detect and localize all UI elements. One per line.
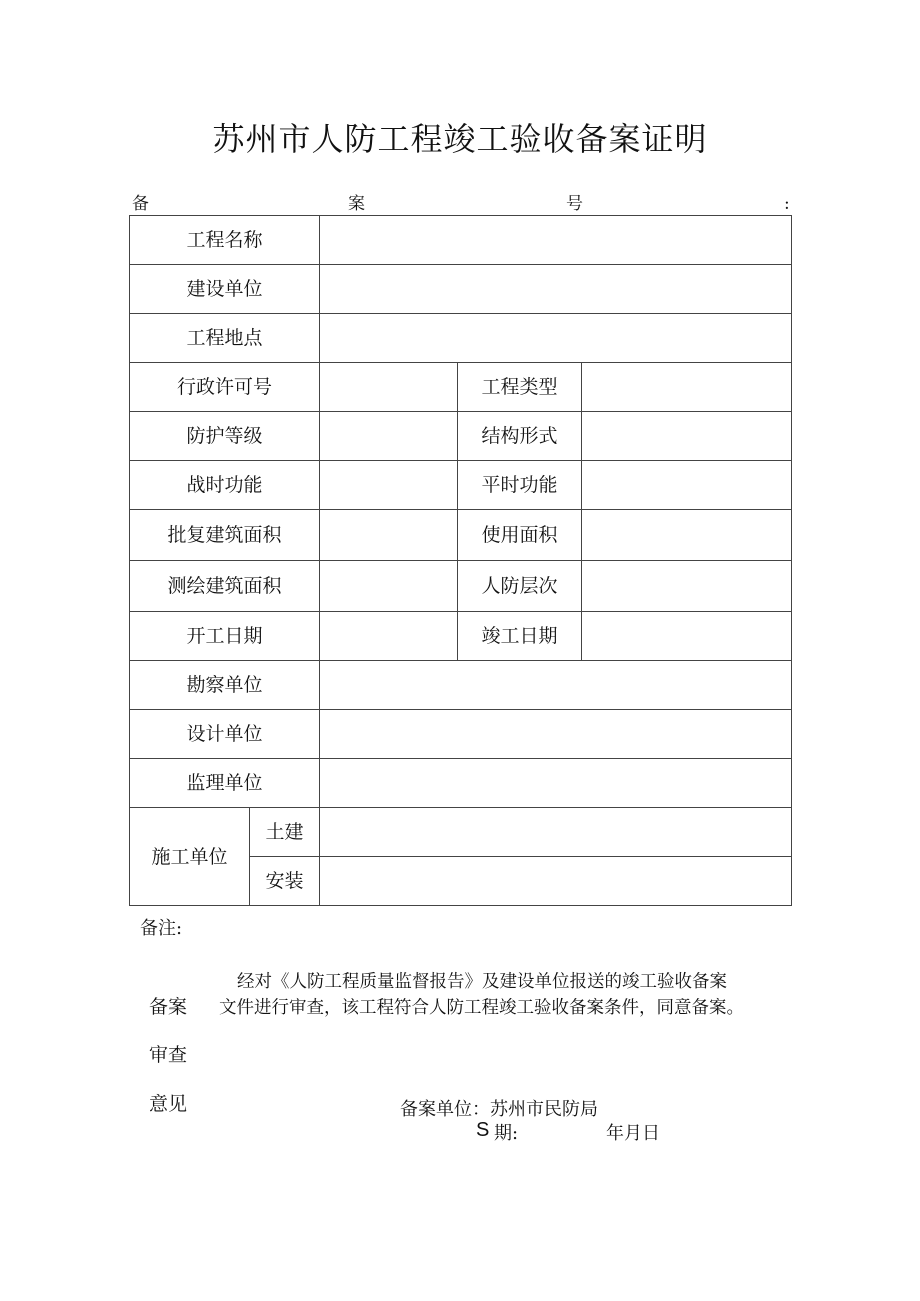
date-prefix: S	[476, 1119, 490, 1141]
field-completion-date[interactable]	[582, 612, 792, 661]
field-protection-level[interactable]	[320, 412, 458, 461]
field-location[interactable]	[320, 314, 792, 363]
field-approved-area[interactable]	[320, 510, 458, 561]
filing-form-table	[129, 215, 792, 906]
field-civil-defense-floors[interactable]	[582, 561, 792, 612]
label-project-type: 工程类型	[458, 363, 582, 412]
label-location: 工程地点	[130, 314, 320, 363]
label-structure-form: 结构形式	[458, 412, 582, 461]
opinion-text-line-1: 经对《人防工程质量监督报告》及建设单位报送的竣工验收备案	[237, 972, 727, 992]
field-project-name[interactable]	[320, 216, 792, 265]
label-permit-no: 行政许可号	[130, 363, 320, 412]
date-label: 期:	[494, 1123, 519, 1144]
label-approved-area: 批复建筑面积	[130, 510, 320, 561]
label-protection-level: 防护等级	[130, 412, 320, 461]
label-supervision-unit: 监理单位	[130, 759, 320, 808]
record-no-char-1: 备	[132, 194, 149, 214]
label-surveyed-area: 测绘建筑面积	[130, 561, 320, 612]
opinion-label-line-3: 意见	[149, 1093, 188, 1115]
field-supervision-unit[interactable]	[320, 759, 792, 808]
record-number-line	[132, 193, 790, 215]
opinion-label-line-1: 备案	[149, 996, 188, 1018]
label-start-date: 开工日期	[130, 612, 320, 661]
field-permit-no[interactable]	[320, 363, 458, 412]
field-usable-area[interactable]	[582, 510, 792, 561]
field-surveyed-area[interactable]	[320, 561, 458, 612]
label-usable-area: 使用面积	[458, 510, 582, 561]
field-installation[interactable]	[320, 857, 792, 906]
field-start-date[interactable]	[320, 612, 458, 661]
label-builder: 建设单位	[130, 265, 320, 314]
label-construction-unit: 施工单位	[130, 808, 250, 906]
opinion-label-line-2: 审查	[149, 1044, 188, 1066]
record-no-colon: :	[784, 194, 790, 214]
field-design-unit[interactable]	[320, 710, 792, 759]
field-wartime-function[interactable]	[320, 461, 458, 510]
label-civil-defense-floors: 人防层次	[458, 561, 582, 612]
page-title: 苏州市人防工程竣工验收备案证明	[212, 120, 708, 158]
field-peacetime-function[interactable]	[582, 461, 792, 510]
label-installation: 安装	[250, 857, 320, 906]
label-civil: 土建	[250, 808, 320, 857]
label-survey-unit: 勘察单位	[130, 661, 320, 710]
field-builder[interactable]	[320, 265, 792, 314]
field-project-type[interactable]	[582, 363, 792, 412]
field-structure-form[interactable]	[582, 412, 792, 461]
label-project-name: 工程名称	[130, 216, 320, 265]
label-peacetime-function: 平时功能	[458, 461, 582, 510]
opinion-text	[219, 969, 779, 1021]
label-design-unit: 设计单位	[130, 710, 320, 759]
record-no-char-2: 案	[348, 194, 365, 214]
notes-label: 备注:	[140, 918, 183, 939]
label-wartime-function: 战时功能	[130, 461, 320, 510]
filing-unit: 备案单位：苏州市民防局	[400, 1099, 598, 1120]
label-completion-date: 竣工日期	[458, 612, 582, 661]
field-survey-unit[interactable]	[320, 661, 792, 710]
record-no-char-3: 号	[566, 194, 583, 214]
field-civil[interactable]	[320, 808, 792, 857]
opinion-text-line-2: 文件进行审查，该工程符合人防工程竣工验收备案条件，同意备案。	[219, 998, 744, 1018]
date-ymd: 年月日	[606, 1123, 660, 1144]
